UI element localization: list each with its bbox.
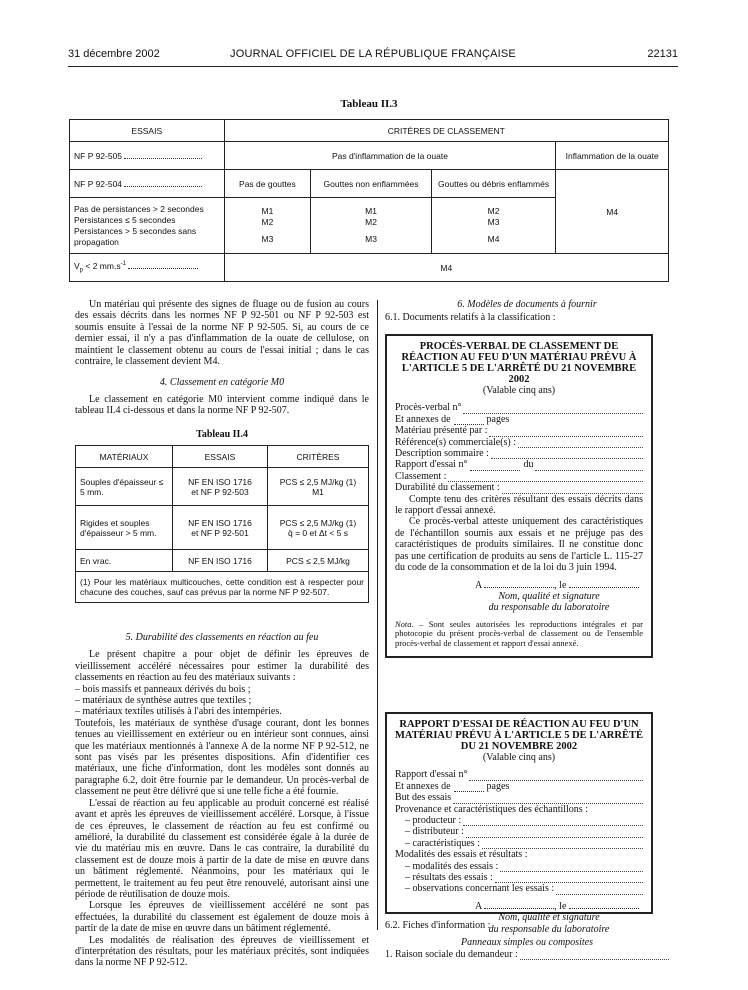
section-62: 6.2. Fiches d'information : xyxy=(385,920,491,931)
t3-row1-label: NF P 92-505 xyxy=(70,142,225,170)
t3-m4-cell: M4 xyxy=(556,170,669,254)
t4-r2-essais: NF EN ISO 1716 et NF P 92-501 xyxy=(173,506,268,550)
right-column-top xyxy=(385,299,669,324)
box2-field-producteur: – producteur : xyxy=(395,815,643,826)
para-modalites: Les modalités de réalisation des épreuves de vieillissement et d'interprétation des résultats, pour les matériaux précités, sont indiquées dans la norme NF P 92-512. xyxy=(75,934,369,969)
page-header xyxy=(68,48,678,68)
box2-field-modalites-title: Modalités des essais et résultats : xyxy=(395,849,528,861)
box1-field-description: Description sommaire : xyxy=(395,448,643,459)
box2-field-rapport: Rapport d'essai n° xyxy=(395,769,643,780)
box1-para-atteste: Ce procès-verbal atteste uniquement des caractéristiques de l'échantillon soumis aux essais et ne préjuge pas des caractéristiques de produits similaires. Il ne constitue donc pas une certification de produits au sens de l'article L. 115-27 du code de la consommation et de la loi du 3 juin 1994. xyxy=(395,516,643,574)
box2-field-distributeur: – distributeur : xyxy=(395,826,643,837)
box1-sig-line: A , le xyxy=(395,580,643,591)
box1-sig1: Nom, qualité et signature xyxy=(498,590,600,602)
section-5-title: 5. Durabilité des classements en réaction au feu xyxy=(125,632,319,643)
box1-title: PROCÈS-VERBAL DE CLASSEMENT DE RÉACTION AU FEU D'UN MATÉRIAU PRÉVU À L'ARTICLE 5 DE L'ARRÊTÉ DU 21 NOVEMBRE 2002 xyxy=(401,341,637,385)
right-column-bottom xyxy=(385,920,669,960)
box1-para-compte: Compte tenu des critères résultant des essais décrits dans le rapport d'essai annexé. xyxy=(395,493,643,517)
t3-row2-c1: Pas de gouttes xyxy=(224,170,311,198)
t4-header-materiaux: MATÉRIAUX xyxy=(76,446,173,468)
t3-row2-c3: Gouttes ou débris enflammés xyxy=(431,170,556,198)
box1-field-pv: Procès-verbal n° xyxy=(395,402,643,413)
box1-field-materiau: Matériau présenté par : xyxy=(395,425,643,436)
list-item-bois: – bois massifs et panneaux dérivés du bois ; xyxy=(75,683,251,695)
t3-header-criteres: CRITÈRES DE CLASSEMENT xyxy=(224,120,668,142)
t3-row2-c2: Gouttes non enflammées xyxy=(311,170,432,198)
t4-r1-criteres: PCS ≤ 2,5 MJ/kg (1) M1 xyxy=(268,468,369,506)
t3-row3-c3: M2 M3 M4 xyxy=(431,198,556,254)
box2-field-but: But des essais xyxy=(395,792,643,803)
box1-field-annexes: Et annexes de pages xyxy=(395,413,510,425)
box1-nota: Nota. – Sont seules autorisées les reproductions intégrales et par photocopie du présent procès-verbal de classement ou de l'ensemble procès-verbal de classement et rapport d'essai annexé. xyxy=(395,618,643,648)
box1-valid: (Valable cinq ans) xyxy=(482,385,556,396)
proces-verbal-box xyxy=(385,334,653,658)
para-toutefois: Toutefois, les matériaux de synthèse d'usage courant, dont les bonnes tenues au vieillissement en extérieur ou en intérieur sont connues, ainsi que les matériaux mentionnés à l'annexe A de la norme NF P 92-512, ne sont pas visés par les présentes dispositions. Afin d'identifier ces matériaux, une fiche d'information, dont les modèles sont donnés au paragraphe 6.2, doit être fournie par le demandeur. Un procès-verbal de classement ne peut être délivré que si une telle fiche a été fournie. xyxy=(75,717,369,798)
left-column xyxy=(75,299,369,440)
table-ii4 xyxy=(75,445,369,603)
t4-note: (1) Pour les matériaux multicouches, cette condition est à respecter pour chacune des couches, sauf cas prévus par la norme NF P 92-507. xyxy=(76,572,369,603)
list-item-textiles: – matériaux textiles utilisés à l'abri des intempéries. xyxy=(75,706,282,718)
box2-title: RAPPORT D'ESSAI DE RÉACTION AU FEU D'UN MATÉRIAU PRÉVU À L'ARTICLE 5 DE L'ARRÊTÉ DU 21 NOVEMBRE 2002 xyxy=(395,719,643,752)
header-rule xyxy=(68,66,678,67)
box2-valid: (Valable cinq ans) xyxy=(482,752,556,763)
box2-sig-line: A , le xyxy=(395,901,643,912)
subheading-panneaux: Panneaux simples ou composites xyxy=(461,937,593,949)
box2-field-caracteristiques: – caractéristiques : xyxy=(395,838,643,849)
header-date: 31 décembre 2002 xyxy=(68,48,160,60)
t4-header-essais: ESSAIS xyxy=(173,446,268,468)
box2-field-annexes: Et annexes de pages xyxy=(395,780,510,792)
para-lorsque: Lorsque les épreuves de vieillissement accéléré ne sont pas effectuées, la durabilité du classement est également de douze mois à partir de la date de mise en œuvre dans un bâtiment réglementé. xyxy=(75,900,369,935)
t4-r2-criteres: PCS ≤ 2,5 MJ/kg (1) q̄ = 0 et Δt < 5 s xyxy=(268,506,369,550)
table3-caption: Tableau II.3 xyxy=(340,98,398,110)
section-61: 6.1. Documents relatifs à la classification : xyxy=(385,312,556,324)
t3-row4-val: M4 xyxy=(224,254,668,282)
t4-r3-essais: NF EN ISO 1716 xyxy=(173,550,268,572)
journal-title: JOURNAL OFFICIEL DE LA RÉPUBLIQUE FRANÇAISE xyxy=(230,48,516,60)
section-4-title: 4. Classement en catégorie M0 xyxy=(159,377,285,389)
box1-field-durabilite: Durabilité du classement : xyxy=(395,482,643,493)
box1-field-reference: Référence(s) commerciale(s) : xyxy=(395,437,643,448)
para-essai: L'essai de réaction au feu applicable au produit concerné est réalisé avant et après les épreuves de vieillissement accéléré. Lorsque, à l'issue de ces épreuves, le classement de réaction au feu est confirmé ou amélioré, la durabilité du classement est considérée égale à la durée de vie du matériau mis en œuvre. Dans le cas contraire, la durabilité du classement est de douze mois à partir de la date de mise en œuvre dans un bâtiment réglementé. Néanmoins, pour les matériaux qui le permettent, le traitement au feu peut être renouvelé, autorisant ainsi une période de réutilisation de douze mois. xyxy=(75,797,369,900)
box2-field-observations: – observations concernant les essais : xyxy=(395,883,643,894)
field-raison-sociale: 1. Raison sociale du demandeur : xyxy=(385,949,669,960)
t3-row4-label: $V_p < 2$ $mm.s^{-1}$ xyxy=(70,254,225,282)
section-6-title: 6. Modèles de documents à fournir xyxy=(457,299,597,310)
t3-row3-c1: M1 M2 M3 xyxy=(224,198,311,254)
para-fluage: Un matériau qui présente des signes de fluage ou de fusion au cours des essais décrits dans les normes NF P 92-501 ou NF P 92-503 est soumis ensuite à l'essai de la norme NF P 92-505. Si, au cours de ce dernier essai, il n'y a pas d'inflammation de la ouate de cellulose, on maintient le classement obtenu au cours de l'essai initial ; dans le cas contraire, le classement devient M4. xyxy=(75,299,369,368)
box2-sig2: du responsable du laboratoire xyxy=(488,923,610,935)
t4-r1-essais: NF EN ISO 1716 et NF P 92-503 xyxy=(173,468,268,506)
box2-field-modalites: – modalités des essais : xyxy=(395,861,643,872)
box2-field-resultats: – résultats des essais : xyxy=(395,872,643,883)
t3-row2-label: NF P 92-504 xyxy=(70,170,225,198)
para-m0: Le classement en catégorie M0 intervient comme indiqué dans le tableau II.4 ci-dessous et dans la norme NF P 92-507. xyxy=(75,393,369,417)
box2-sig1: Nom, qualité et signature xyxy=(498,912,600,924)
table4-caption: Tableau II.4 xyxy=(196,428,248,440)
box2-field-provenance: Provenance et caractéristiques des échantillons : xyxy=(395,803,588,815)
table-ii3 xyxy=(69,119,669,282)
list-item-synthese: – matériaux de synthèse autres que textiles ; xyxy=(75,695,252,707)
left-column-lower xyxy=(75,632,369,969)
box1-field-rapport: Rapport d'essai n° du xyxy=(395,459,643,470)
t4-r3-materiau: En vrac. xyxy=(76,550,173,572)
t3-row3-c2: M1 M2 M3 xyxy=(311,198,432,254)
t3-row1-right: Inflammation de la ouate xyxy=(556,142,669,170)
t3-row3-label: Pas de persistances > 2 secondes Persistances ≤ 5 secondes Persistances > 5 secondes sans propagation xyxy=(70,198,225,254)
t3-header-essais: ESSAIS xyxy=(70,120,225,142)
t3-row1-mid: Pas d'inflammation de la ouate xyxy=(224,142,556,170)
column-divider xyxy=(377,300,378,930)
para-durabilite: Le présent chapitre a pour objet de définir les épreuves de vieillissement accéléré nécessaires pour estimer la durabilité des classements en réaction au feu des matériaux suivants : xyxy=(75,649,369,684)
t4-header-criteres: CRITÈRES xyxy=(268,446,369,468)
t4-r1-materiau: Souples d'épaisseur ≤ 5 mm. xyxy=(76,468,173,506)
t4-r2-materiau: Rigides et souples d'épaisseur > 5 mm. xyxy=(76,506,173,550)
box1-sig2: du responsable du laboratoire xyxy=(488,602,610,614)
page-number: 22131 xyxy=(647,48,678,60)
t4-r3-criteres: PCS ≤ 2,5 MJ/kg xyxy=(268,550,369,572)
box1-field-classement: Classement : xyxy=(395,471,643,482)
